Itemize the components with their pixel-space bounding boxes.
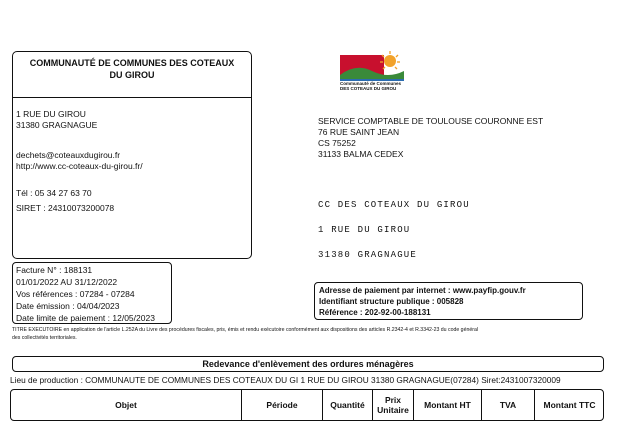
- column-header-objet: Objet: [115, 400, 137, 410]
- payment-identifier: Identifiant structure publique : 005828: [319, 297, 464, 306]
- column-header-quantite: Quantité: [330, 400, 365, 410]
- payment-address: Adresse de paiement par internet : www.payfip.gouv.fr: [319, 286, 526, 295]
- sender-box: [12, 51, 252, 259]
- sender-name-line2: DU GIROU: [109, 70, 155, 80]
- recipient-line2: 1 RUE DU GIROU: [318, 225, 411, 235]
- invoice-number: Facture N° : 188131: [16, 265, 93, 275]
- sender-address-line1: 1 RUE DU GIROU: [16, 109, 86, 119]
- accounting-office-line1: SERVICE COMPTABLE DE TOULOUSE COURONNE EST: [318, 116, 544, 126]
- section-title: Redevance d'enlèvement des ordures ménagères: [202, 359, 414, 369]
- logo-caption-line1: Communauté de Communes: [340, 81, 402, 86]
- sender-address-line2: 31380 GRAGNAGUE: [16, 120, 98, 130]
- sender-phone: Tél : 05 34 27 63 70: [16, 188, 92, 198]
- invoice-issue-date: Date émission : 04/04/2023: [16, 301, 120, 311]
- sender-siret: SIRET : 24310073200078: [16, 203, 115, 213]
- sender-website[interactable]: http://www.cc-coteaux-du-girou.fr/: [16, 161, 143, 171]
- logo-caption-line2: DES COTEAUX DU GIROU: [340, 86, 397, 91]
- recipient-line1: CC DES COTEAUX DU GIROU: [318, 200, 470, 210]
- invoice-info-box: [12, 262, 172, 324]
- column-header-montant-ht: Montant HT: [424, 400, 471, 410]
- sender-email[interactable]: dechets@coteauxdugirou.fr: [16, 150, 121, 160]
- accounting-office-line3: CS 75252: [318, 138, 356, 148]
- table-header: [10, 389, 604, 421]
- legal-notice-line1: TITRE EXECUTOIRE en application de l'article L.252A du Livre des procédures fiscales, pris, émis et rendu exécutoire conformément aux dispositions des articles R.2342-4 et R.3342-23 du code général: [12, 327, 478, 333]
- section-title-box: [12, 356, 604, 372]
- organization-logo: [338, 49, 410, 93]
- column-header-periode: Période: [266, 400, 298, 410]
- column-header-prix-unitaire: Prix Unitaire: [377, 395, 409, 415]
- recipient-line3: 31380 GRAGNAGUE: [318, 250, 418, 260]
- invoice-references: Vos références : 07284 - 07284: [16, 289, 135, 299]
- column-header-montant-ttc: Montant TTC: [543, 400, 596, 410]
- accounting-office-line4: 31133 BALMA CEDEX: [318, 149, 404, 159]
- sender-name-line1: COMMUNAUTÉ DE COMMUNES DES COTEAUX: [29, 58, 235, 68]
- payment-box: [314, 282, 583, 320]
- invoice-period: 01/01/2022 AU 31/12/2022: [16, 277, 118, 287]
- legal-notice-line2: des collectivités territoriales.: [12, 335, 77, 341]
- accounting-office-line2: 76 RUE SAINT JEAN: [318, 127, 400, 137]
- sender-divider: [13, 97, 251, 98]
- payment-reference: Référence : 202-92-00-188131: [319, 308, 431, 317]
- invoice-due-date: Date limite de paiement : 12/05/2023: [16, 313, 155, 323]
- production-place: Lieu de production : COMMUNAUTE DE COMMUNES DES COTEAUX DU GI 1 RUE DU GIROU 31380 GRAGNAGUE(07284) Siret:2431007320009: [10, 375, 561, 385]
- column-header-tva: TVA: [499, 400, 517, 410]
